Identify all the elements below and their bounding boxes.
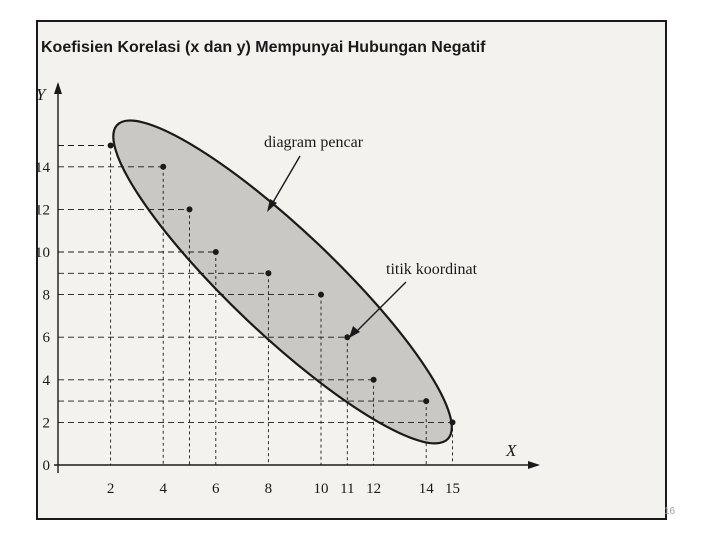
y-tick-label: 2 — [42, 415, 50, 432]
y-axis-arrow — [54, 82, 62, 94]
data-point — [187, 206, 193, 212]
data-point — [371, 377, 377, 383]
x-tick-label: 4 — [159, 481, 167, 497]
x-tick-label: 14 — [418, 481, 434, 497]
x-axis-label: X — [506, 441, 517, 460]
data-point — [265, 270, 271, 276]
annotation-arrow — [272, 156, 300, 204]
y-tick-label: 4 — [42, 372, 50, 389]
chart-title: Koefisien Korelasi (x dan y) Mempunyai Hubungan Negatif — [41, 39, 486, 56]
y-tick-label: 14 — [35, 159, 50, 176]
y-tick-label: 8 — [42, 287, 50, 304]
data-point — [318, 292, 324, 298]
y-tick-label: 12 — [35, 202, 50, 219]
x-tick-label: 11 — [340, 481, 355, 497]
data-point — [108, 143, 114, 149]
y-tick-label: 0 — [42, 458, 50, 474]
annotation-titik-koordinat: titik koordinat — [386, 261, 478, 278]
data-point — [160, 164, 166, 170]
x-tick-label: 2 — [106, 481, 115, 497]
y-tick-label: 6 — [42, 330, 50, 347]
annotation-diagram-pencar: diagram pencar — [264, 134, 364, 151]
y-axis-label: Y — [36, 85, 46, 104]
scatter-chart — [35, 22, 665, 518]
x-tick-label: 12 — [366, 481, 382, 497]
chart-frame — [36, 20, 667, 520]
data-point — [450, 419, 456, 425]
x-axis-arrow — [528, 461, 540, 469]
data-point — [213, 249, 219, 255]
data-point — [423, 398, 429, 404]
x-tick-label: 15 — [445, 481, 460, 497]
x-tick-label: 10 — [313, 481, 329, 497]
y-tick-label: 10 — [35, 245, 50, 261]
x-tick-label: 6 — [212, 481, 220, 497]
x-tick-label: 8 — [264, 481, 273, 497]
page-number: 16 — [664, 506, 676, 517]
